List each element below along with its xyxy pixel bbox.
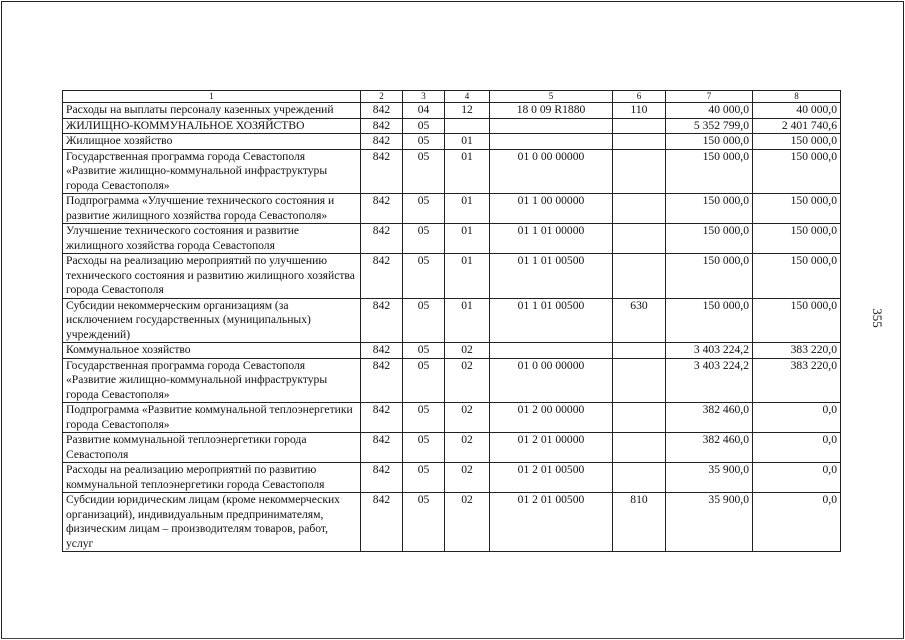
table-row xyxy=(63,358,841,403)
row-name: Улучшение технического состояния и развитие жилищного хозяйства города Севастополя xyxy=(63,224,361,254)
row-name: Государственная программа города Севастополя «Развитие жилищно-коммунальной инфраструктуры города Севастополя» xyxy=(63,358,361,403)
row-amount-1: 3 403 224,2 xyxy=(666,343,753,359)
table-row xyxy=(63,149,841,194)
row-amount-1: 150 000,0 xyxy=(666,134,753,150)
row-section-code: 05 xyxy=(403,194,445,224)
header-col-1: 1 xyxy=(63,91,361,103)
row-target-article xyxy=(490,134,613,150)
row-amount-2: 40 000,0 xyxy=(753,103,841,119)
row-amount-1: 150 000,0 xyxy=(666,254,753,299)
row-ministry-code: 842 xyxy=(361,103,403,119)
row-subsection-code: 01 xyxy=(445,224,490,254)
row-target-article: 01 0 00 00000 xyxy=(490,149,613,194)
row-name: Расходы на реализацию мероприятий по улучшению технического состояния и развитию жилищного хозяйства города Севастополя xyxy=(63,254,361,299)
row-amount-2: 150 000,0 xyxy=(753,298,841,343)
row-amount-2: 150 000,0 xyxy=(753,194,841,224)
row-ministry-code: 842 xyxy=(361,298,403,343)
row-expense-type xyxy=(613,194,666,224)
row-expense-type xyxy=(613,358,666,403)
table-row xyxy=(63,403,841,433)
row-ministry-code: 842 xyxy=(361,194,403,224)
row-expense-type xyxy=(613,403,666,433)
row-expense-type xyxy=(613,149,666,194)
budget-table xyxy=(62,90,841,552)
row-amount-2: 150 000,0 xyxy=(753,254,841,299)
row-subsection-code: 01 xyxy=(445,194,490,224)
row-name: Коммунальное хозяйство xyxy=(63,343,361,359)
header-row xyxy=(63,91,841,103)
row-ministry-code: 842 xyxy=(361,134,403,150)
row-amount-1: 3 403 224,2 xyxy=(666,358,753,403)
row-name: Субсидии некоммерческим организациям (за исключением государственных (муниципальных) учреждений) xyxy=(63,298,361,343)
row-amount-2: 0,0 xyxy=(753,433,841,463)
row-ministry-code: 842 xyxy=(361,433,403,463)
row-subsection-code: 02 xyxy=(445,358,490,403)
row-amount-2: 383 220,0 xyxy=(753,358,841,403)
row-ministry-code: 842 xyxy=(361,493,403,552)
row-name: Подпрограмма «Улучшение технического состояния и развитие жилищного хозяйства города Севастополя» xyxy=(63,194,361,224)
table-row xyxy=(63,493,841,552)
row-subsection-code xyxy=(445,118,490,134)
row-expense-type xyxy=(613,254,666,299)
row-target-article: 01 1 01 00500 xyxy=(490,254,613,299)
row-target-article: 01 2 01 00500 xyxy=(490,463,613,493)
table-row xyxy=(63,298,841,343)
row-section-code: 05 xyxy=(403,358,445,403)
row-amount-1: 35 900,0 xyxy=(666,463,753,493)
row-amount-2: 150 000,0 xyxy=(753,224,841,254)
table-row xyxy=(63,118,841,134)
table-row xyxy=(63,463,841,493)
row-target-article: 01 2 01 00500 xyxy=(490,493,613,552)
row-expense-type xyxy=(613,433,666,463)
page-number: 355 xyxy=(869,308,885,328)
table-row xyxy=(63,343,841,359)
row-name: Субсидии юридическим лицам (кроме некоммерческих организаций), индивидуальным предпринимателям, физическим лицам – производителям товаров, работ, услуг xyxy=(63,493,361,552)
row-amount-2: 150 000,0 xyxy=(753,134,841,150)
row-ministry-code: 842 xyxy=(361,118,403,134)
row-expense-type: 630 xyxy=(613,298,666,343)
row-target-article: 01 2 01 00000 xyxy=(490,433,613,463)
header-col-7: 7 xyxy=(666,91,753,103)
row-target-article: 01 2 00 00000 xyxy=(490,403,613,433)
row-name: Расходы на выплаты персоналу казенных учреждений xyxy=(63,103,361,119)
row-amount-2: 383 220,0 xyxy=(753,343,841,359)
row-subsection-code: 01 xyxy=(445,254,490,299)
row-subsection-code: 02 xyxy=(445,403,490,433)
row-target-article xyxy=(490,118,613,134)
row-section-code: 05 xyxy=(403,433,445,463)
row-expense-type xyxy=(613,463,666,493)
row-target-article: 01 1 00 00000 xyxy=(490,194,613,224)
row-ministry-code: 842 xyxy=(361,254,403,299)
row-expense-type xyxy=(613,343,666,359)
row-section-code: 05 xyxy=(403,224,445,254)
row-amount-2: 0,0 xyxy=(753,493,841,552)
row-ministry-code: 842 xyxy=(361,343,403,359)
header-col-6: 6 xyxy=(613,91,666,103)
row-section-code: 05 xyxy=(403,463,445,493)
row-expense-type: 110 xyxy=(613,103,666,119)
header-col-8: 8 xyxy=(753,91,841,103)
row-subsection-code: 01 xyxy=(445,149,490,194)
row-subsection-code: 12 xyxy=(445,103,490,119)
row-amount-2: 2 401 740,6 xyxy=(753,118,841,134)
row-ministry-code: 842 xyxy=(361,358,403,403)
row-subsection-code: 01 xyxy=(445,298,490,343)
row-amount-1: 35 900,0 xyxy=(666,493,753,552)
row-target-article: 01 1 01 00500 xyxy=(490,298,613,343)
row-target-article: 18 0 09 R1880 xyxy=(490,103,613,119)
row-subsection-code: 02 xyxy=(445,343,490,359)
row-amount-1: 150 000,0 xyxy=(666,224,753,254)
table-row xyxy=(63,194,841,224)
row-amount-1: 382 460,0 xyxy=(666,433,753,463)
row-ministry-code: 842 xyxy=(361,403,403,433)
row-amount-1: 40 000,0 xyxy=(666,103,753,119)
row-name: Жилищное хозяйство xyxy=(63,134,361,150)
row-target-article: 01 1 01 00000 xyxy=(490,224,613,254)
row-amount-1: 150 000,0 xyxy=(666,194,753,224)
row-amount-1: 150 000,0 xyxy=(666,298,753,343)
row-target-article: 01 0 00 00000 xyxy=(490,358,613,403)
header-col-2: 2 xyxy=(361,91,403,103)
row-expense-type: 810 xyxy=(613,493,666,552)
row-subsection-code: 02 xyxy=(445,463,490,493)
table-row xyxy=(63,224,841,254)
row-expense-type xyxy=(613,134,666,150)
table-body xyxy=(63,103,841,552)
row-name: Подпрограмма «Развитие коммунальной теплоэнергетики города Севастополя» xyxy=(63,403,361,433)
row-amount-1: 150 000,0 xyxy=(666,149,753,194)
row-section-code: 05 xyxy=(403,134,445,150)
row-subsection-code: 02 xyxy=(445,433,490,463)
row-name: ЖИЛИЩНО-КОММУНАЛЬНОЕ ХОЗЯЙСТВО xyxy=(63,118,361,134)
row-section-code: 05 xyxy=(403,298,445,343)
row-amount-2: 0,0 xyxy=(753,463,841,493)
row-expense-type xyxy=(613,224,666,254)
row-amount-2: 0,0 xyxy=(753,403,841,433)
table-row xyxy=(63,103,841,119)
row-section-code: 05 xyxy=(403,403,445,433)
row-name: Государственная программа города Севастополя «Развитие жилищно-коммунальной инфраструктуры города Севастополя» xyxy=(63,149,361,194)
table-header xyxy=(63,91,841,103)
row-ministry-code: 842 xyxy=(361,224,403,254)
row-target-article xyxy=(490,343,613,359)
row-section-code: 05 xyxy=(403,149,445,194)
row-amount-1: 5 352 799,0 xyxy=(666,118,753,134)
row-section-code: 04 xyxy=(403,103,445,119)
header-col-4: 4 xyxy=(445,91,490,103)
row-name: Развитие коммунальной теплоэнергетики города Севастополя xyxy=(63,433,361,463)
row-section-code: 05 xyxy=(403,343,445,359)
header-col-5: 5 xyxy=(490,91,613,103)
row-subsection-code: 01 xyxy=(445,134,490,150)
row-subsection-code: 02 xyxy=(445,493,490,552)
row-amount-2: 150 000,0 xyxy=(753,149,841,194)
table-row xyxy=(63,254,841,299)
header-col-3: 3 xyxy=(403,91,445,103)
row-section-code: 05 xyxy=(403,118,445,134)
row-ministry-code: 842 xyxy=(361,463,403,493)
table-row xyxy=(63,433,841,463)
row-name: Расходы на реализацию мероприятий по развитию коммунальной теплоэнергетики города Севастополя xyxy=(63,463,361,493)
row-expense-type xyxy=(613,118,666,134)
table-row xyxy=(63,134,841,150)
row-ministry-code: 842 xyxy=(361,149,403,194)
row-section-code: 05 xyxy=(403,254,445,299)
row-section-code: 05 xyxy=(403,493,445,552)
row-amount-1: 382 460,0 xyxy=(666,403,753,433)
